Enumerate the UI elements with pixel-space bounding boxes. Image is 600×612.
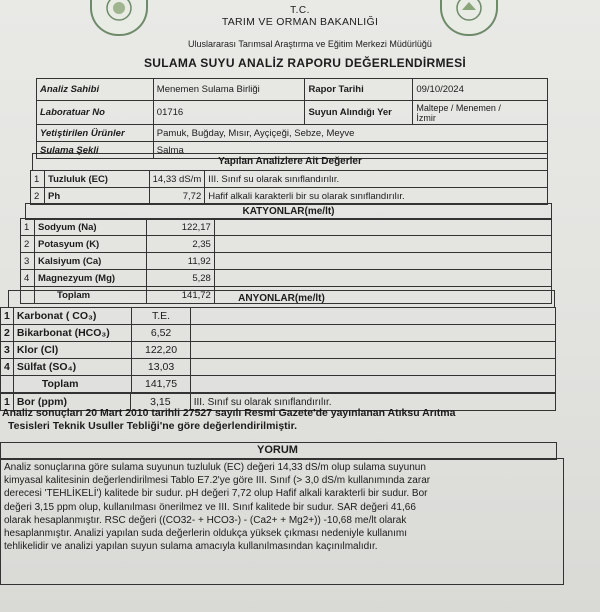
report-title: SULAMA SUYU ANALİZ RAPORU DEĞERLENDİRMESİ [143, 56, 467, 70]
regulation-note-line2: Tesisleri Teknik Usuller Tebliği'ne göre değerlendirilmiştir. [8, 420, 298, 432]
yorum-line: hesaplanmıştır. Analizi yapılan suda değerlerin oldukça yüksek çıkması nedeniyle kullanımı [4, 528, 407, 540]
anion-name: Klor (Cl) [13, 342, 131, 359]
yorum-text [4, 461, 560, 553]
anion-value: 13,03 [131, 359, 191, 376]
analysis-row-value: 14,33 dS/m [149, 171, 205, 188]
anions-total-label: Toplam [13, 376, 131, 393]
cation-value: 122,17 [146, 219, 214, 236]
yorum-line: tehlikelidir ve analizi yapılan suyun sulama amacıyla kullanılmasından kaçınılmalıdır. [4, 541, 378, 553]
source-value [413, 101, 548, 125]
anion-value: 6,52 [131, 325, 191, 342]
anions-table [0, 307, 556, 393]
date-label: Rapor Tarihi [305, 79, 413, 101]
boron-name: Bor (ppm) [13, 394, 130, 411]
cation-no: 3 [21, 253, 35, 270]
cation-name: Potasyum (K) [34, 236, 146, 253]
empty-cell [191, 342, 556, 359]
empty-cell [191, 376, 556, 393]
cation-no: 1 [21, 219, 35, 236]
empty-cell [191, 308, 556, 325]
source-value-line1: Maltepe / Menemen / [416, 102, 501, 113]
boron-comment: III. Sınıf su olarak sınıflandırılır. [190, 394, 555, 411]
yorum-line: derecesi 'TEHLİKELİ') kalitede bir sudur. pH değeri 7,72 olup Hafif alkali karakterli bir sudur. Bor [4, 488, 428, 500]
source-label: Suyun Alındığı Yer [305, 101, 413, 125]
boron-value: 3,15 [131, 394, 191, 411]
cation-no: 2 [21, 236, 35, 253]
analysis-row-value: 7,72 [149, 188, 205, 205]
yorum-line: Analiz sonuçlarına göre sulama suyunun tuzluluk (EC) değeri 14,33 dS/m olup sulama suyunun [4, 462, 426, 473]
source-value-line2: İzmir [416, 112, 436, 123]
cations-total-label: Toplam [34, 287, 146, 304]
anion-name: Bikarbonat (HCO₃) [13, 325, 131, 342]
lab-label: Laboratuar No [37, 101, 154, 125]
analysis-row-no: 1 [31, 171, 45, 188]
cation-value: 11,92 [146, 253, 214, 270]
cation-value: 2,35 [146, 236, 214, 253]
header-ministry: TARIM VE ORMAN BAKANLIĞI [221, 16, 379, 28]
anions-total-value: 141,75 [131, 376, 191, 393]
anion-no: 2 [1, 325, 14, 342]
anion-no: 4 [1, 359, 14, 376]
lab-value: 01716 [153, 101, 305, 125]
cations-total-value: 141,72 [146, 287, 214, 304]
anion-name: Karbonat ( CO₃) [13, 308, 131, 325]
analysis-row-comment: III. Sınıf su olarak sınıflandırılır. [205, 171, 548, 188]
owner-label: Analiz Sahibi [37, 79, 154, 101]
header-directorate: Uluslararası Tarımsal Araştırma ve Eğitim Merkezi Müdürlüğü [188, 39, 432, 49]
method-label: Sulama Şekli [37, 142, 154, 159]
regulation-note [2, 407, 598, 433]
info-table [36, 78, 548, 159]
empty-cell [1, 376, 14, 393]
yorum-line: olarak hesaplanmıştır. RSC değeri ((CO32- + HCO3-) - (Ca2+ + Mg2+)) -10,68 me/lt olarak [4, 514, 407, 526]
empty-cell [214, 270, 551, 287]
cation-name: Kalsiyum (Ca) [34, 253, 146, 270]
cations-title: KATYONLAR(me/lt) [25, 203, 552, 220]
date-value: 09/10/2024 [413, 79, 548, 101]
anion-value: 122,20 [131, 342, 191, 359]
crops-label: Yetiştirilen Ürünler [37, 125, 154, 142]
anion-name: Sülfat (SO₄) [13, 359, 131, 376]
analysis-table [30, 170, 548, 205]
regulation-note-line1: Analiz sonuçları 20 Mart 2010 tarihli 27527 sayılı Resmi Gazete'de yayınlanan Atıksu Arıtma [2, 407, 456, 419]
method-value: Salma [153, 142, 547, 159]
yorum-line: değeri 3,15 ppm olup, kullanılması önerilmez ve III. Sınıf kalitede bir sudur. SAR değeri 41,66 [4, 501, 416, 513]
boron-no: 1 [1, 394, 14, 411]
crops-value: Pamuk, Buğday, Mısır, Ayçiçeği, Sebze, Meyve [153, 125, 547, 142]
empty-cell [191, 325, 556, 342]
analysis-row-name: Tuzluluk (EC) [44, 171, 149, 188]
cation-value: 5,28 [146, 270, 214, 287]
anion-value: T.E. [131, 308, 191, 325]
anions-title: ANYONLAR(me/lt) [8, 290, 555, 308]
analysis-row-name: Ph [44, 188, 149, 205]
yorum-title: YORUM [257, 444, 298, 456]
empty-cell [214, 236, 551, 253]
anion-no: 1 [1, 308, 14, 325]
owner-value: Menemen Sulama Birliği [153, 79, 305, 101]
analysis-row-comment: Hafif alkali karakterli bir su olarak sınıflandırılır. [205, 188, 548, 205]
cation-name: Sodyum (Na) [34, 219, 146, 236]
empty-cell [214, 219, 551, 236]
cation-no: 4 [21, 270, 35, 287]
yorum-line: kimyasal kalitesinin değerlendirilmesi Tablo E7.2'ye göre III. Sınıf (> 3,0 dS/m kullanımında zarar [4, 475, 431, 487]
cation-name: Magnezyum (Mg) [34, 270, 146, 287]
header-tc: T.C. [290, 5, 310, 16]
analysis-title: Yapılan Analizlere Ait Değerler [32, 153, 548, 171]
empty-cell [191, 359, 556, 376]
analysis-row-no: 2 [31, 188, 45, 205]
anion-no: 3 [1, 342, 14, 359]
empty-cell [214, 253, 551, 270]
